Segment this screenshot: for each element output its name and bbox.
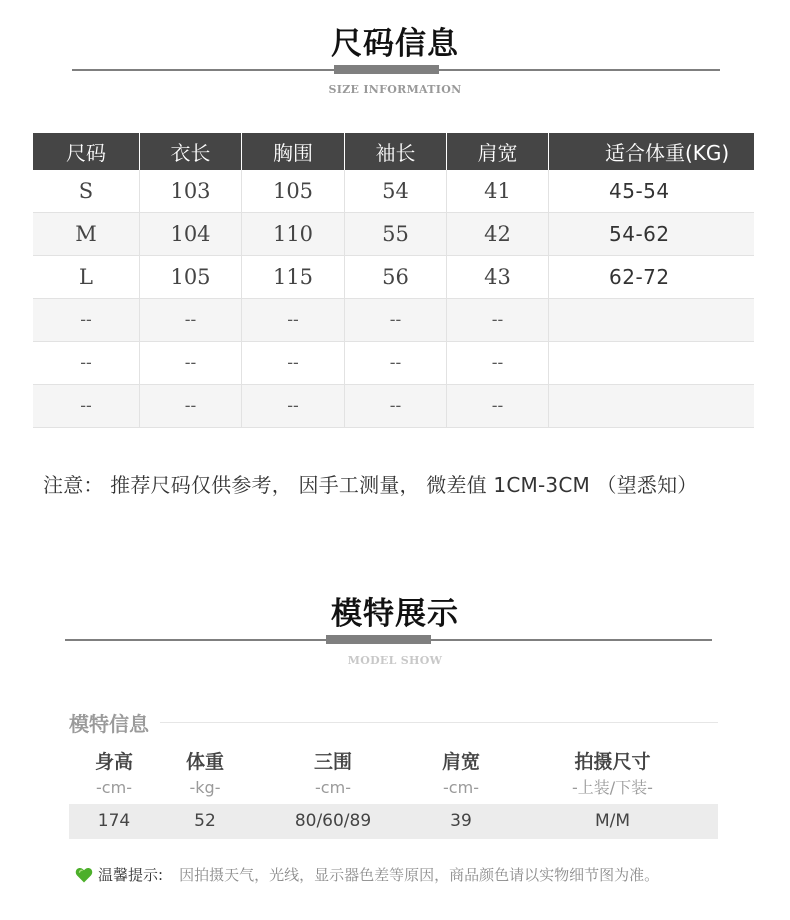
- cell-length: --: [140, 385, 242, 427]
- cell-length: 104: [140, 213, 242, 255]
- cell-shoulder: 41: [447, 170, 549, 212]
- tip-label: 温馨提示:: [98, 866, 164, 884]
- model-section-subtitle: MODEL SHOW: [347, 654, 443, 667]
- model-info-units: [69, 776, 718, 800]
- model-unit-measurements: -cm-: [315, 778, 351, 797]
- size-section-accent-bar: [334, 65, 439, 74]
- model-header-shoulder: 肩宽: [441, 751, 480, 773]
- table-row: [33, 213, 754, 256]
- model-value-measurements: 80/60/89: [294, 811, 372, 831]
- header-weight: 适合体重(KG): [605, 141, 730, 165]
- cell-chest: --: [242, 299, 345, 341]
- cell-size: --: [33, 299, 140, 341]
- header-sleeve: 袖长: [345, 133, 447, 170]
- model-section-title: 模特展示: [331, 596, 459, 632]
- warm-tip: [74, 864, 659, 885]
- header-shoulder: 肩宽: [447, 133, 549, 170]
- header-size: 尺码: [33, 133, 140, 170]
- header-length: 衣长: [140, 133, 242, 170]
- model-value-shot-size: M/M: [594, 811, 631, 831]
- heart-icon: [74, 865, 94, 885]
- cell-weight: [549, 385, 754, 427]
- cell-sleeve: --: [345, 342, 447, 384]
- cell-sleeve: 54: [345, 170, 447, 212]
- cell-chest: 110: [242, 213, 345, 255]
- model-value-shoulder: 39: [450, 811, 472, 831]
- cell-length: 105: [140, 256, 242, 298]
- cell-shoulder: 42: [447, 213, 549, 255]
- cell-length: 103: [140, 170, 242, 212]
- size-section-subtitle: SIZE INFORMATION: [328, 83, 462, 96]
- cell-size: --: [33, 342, 140, 384]
- model-value-height: 174: [97, 811, 131, 831]
- model-header-shot-size: 拍摄尺寸: [574, 751, 651, 773]
- cell-sleeve: 55: [345, 213, 447, 255]
- size-section-title: 尺码信息: [331, 26, 459, 62]
- cell-weight: 62-72: [609, 265, 670, 289]
- model-info-headers: [69, 748, 718, 776]
- cell-length: --: [140, 342, 242, 384]
- size-table-header: [33, 133, 754, 170]
- model-unit-shoulder: -cm-: [443, 778, 479, 797]
- table-row: [33, 299, 754, 342]
- cell-weight: [549, 342, 754, 384]
- table-row: [33, 256, 754, 299]
- cell-size: S: [33, 170, 140, 212]
- model-section-accent-bar: [326, 635, 431, 644]
- cell-length: --: [140, 299, 242, 341]
- model-header-weight: 体重: [185, 751, 224, 773]
- cell-shoulder: --: [447, 385, 549, 427]
- model-unit-weight: -kg-: [189, 778, 221, 797]
- model-unit-shot-size: -上装/下装-: [572, 778, 653, 797]
- model-info-divider: [160, 722, 718, 723]
- table-row: [33, 342, 754, 385]
- cell-chest: --: [242, 385, 345, 427]
- cell-sleeve: --: [345, 385, 447, 427]
- table-row: [33, 170, 754, 213]
- cell-shoulder: --: [447, 342, 549, 384]
- cell-weight: [549, 299, 754, 341]
- model-info-values: [69, 804, 718, 839]
- cell-weight: 45-54: [609, 179, 670, 203]
- cell-shoulder: 43: [447, 256, 549, 298]
- model-info-label: 模特信息: [69, 712, 149, 736]
- cell-size: M: [33, 213, 140, 255]
- size-note: 注意： 推荐尺码仅供参考， 因手工测量， 微差值 1CM-3CM （望悉知）: [43, 473, 698, 497]
- cell-size: L: [33, 256, 140, 298]
- model-value-weight: 52: [194, 811, 216, 831]
- cell-sleeve: 56: [345, 256, 447, 298]
- cell-weight: 54-62: [609, 222, 670, 246]
- table-row: [33, 385, 754, 428]
- model-info-table: [69, 748, 718, 839]
- cell-shoulder: --: [447, 299, 549, 341]
- cell-size: --: [33, 385, 140, 427]
- model-header-height: 身高: [94, 751, 133, 773]
- cell-chest: 115: [242, 256, 345, 298]
- size-table: [33, 133, 754, 428]
- cell-chest: 105: [242, 170, 345, 212]
- cell-sleeve: --: [345, 299, 447, 341]
- model-unit-height: -cm-: [96, 778, 132, 797]
- header-chest: 胸围: [242, 133, 345, 170]
- tip-text: 因拍摄天气，光线，显示器色差等原因，商品颜色请以实物细节图为准。: [179, 866, 660, 884]
- model-header-measurements: 三围: [313, 751, 352, 773]
- cell-chest: --: [242, 342, 345, 384]
